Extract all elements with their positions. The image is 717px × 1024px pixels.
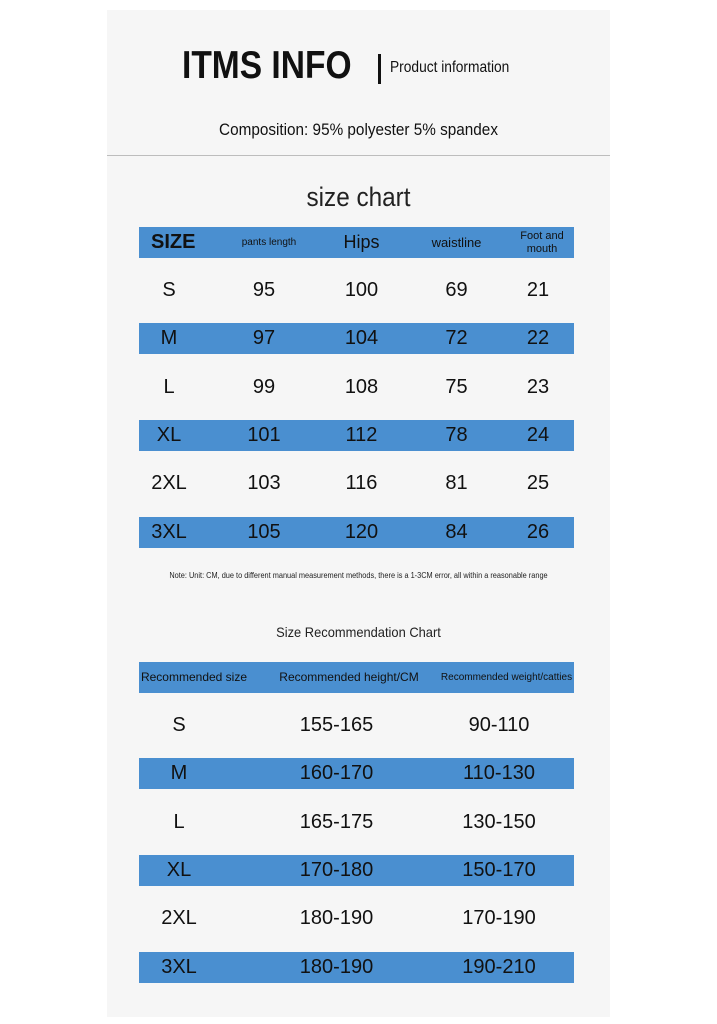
size-chart-cell: 108 (344, 375, 379, 398)
recommendation-row (139, 903, 574, 934)
size-chart-cell: 103 (247, 472, 281, 495)
size-chart-cell: 105 (247, 520, 281, 543)
recommendation-cell: 180-190 (299, 955, 374, 978)
size-chart-cell: 75 (445, 375, 468, 398)
size-chart-cell: 84 (445, 520, 468, 543)
size-chart-cell: 69 (445, 279, 468, 301)
header-waistline: waistline (431, 235, 482, 250)
recommendation-row (139, 855, 574, 886)
recommendation-cell: XL (166, 858, 192, 881)
recommendation-row (139, 710, 574, 741)
recommendation-cell: M (170, 762, 188, 785)
recommendation-title: Size Recommendation Chart (276, 624, 441, 640)
recommendation-cell: 170-190 (462, 907, 536, 930)
header-recommended-size: Recommended size (140, 670, 248, 684)
header-hips: Hips (343, 232, 380, 252)
header-pants-length: pants length (241, 237, 297, 248)
header-size: SIZE (151, 231, 196, 253)
size-chart-cell: 26 (526, 520, 550, 543)
recommendation-cell: 155-165 (299, 714, 374, 736)
size-chart-row (139, 420, 574, 451)
header (107, 10, 610, 156)
page-subtitle: Product information (390, 59, 510, 76)
size-chart-cell: 3XL (151, 520, 187, 543)
recommendation-cell: S (172, 714, 186, 736)
header-divider (107, 155, 610, 156)
size-chart-cell: S (162, 279, 176, 301)
size-chart-cell: XL (156, 423, 182, 446)
header-foot-and-mouth: Foot and mouth (520, 230, 564, 255)
size-chart-cell: 104 (344, 327, 379, 350)
size-chart-cell: 81 (445, 472, 468, 495)
recommendation-cell: L (173, 810, 185, 833)
page-title: ITMS INFO (182, 44, 352, 87)
size-chart-cell: 97 (252, 327, 276, 350)
size-chart-cell: M (160, 327, 178, 350)
size-chart-title: size chart (306, 182, 411, 212)
header-recommended-weight: Recommended weight/catties (440, 672, 573, 683)
size-chart-cell: 24 (526, 423, 550, 446)
size-chart-cell: 101 (247, 423, 281, 446)
size-chart-cell: 22 (526, 327, 550, 350)
size-chart-cell: 116 (345, 472, 378, 495)
recommendation-row (139, 952, 574, 983)
size-chart-cell: L (163, 375, 175, 398)
recommendation-cell: 160-170 (299, 762, 374, 785)
recommendation-cell: 110-130 (463, 762, 535, 785)
measurement-note: Note: Unit: CM, due to different manual measurement methods, there is a 1-3CM error, all within a reasonable range (169, 571, 548, 580)
recommendation-cell: 180-190 (299, 907, 374, 930)
recommendation-cell: 3XL (161, 955, 197, 978)
info-panel (107, 10, 610, 1017)
size-chart-cell: 23 (526, 375, 550, 398)
size-chart-cell: 95 (252, 279, 276, 301)
size-chart-row (139, 517, 574, 548)
recommendation-row (139, 807, 574, 838)
size-chart-cell: 120 (344, 520, 379, 543)
size-chart-cell: 21 (526, 279, 550, 301)
recommendation-cell: 90-110 (468, 714, 530, 736)
size-chart-cell: 25 (526, 472, 550, 495)
size-chart-header-row (139, 227, 574, 258)
size-chart-cell: 78 (445, 423, 468, 446)
size-chart-cell: 72 (445, 327, 468, 350)
composition-text: Composition: 95% polyester 5% spandex (219, 120, 498, 139)
size-chart-row (139, 275, 574, 306)
title-divider (378, 54, 381, 84)
recommendation-cell: 170-180 (299, 858, 374, 881)
recommendation-header-row (139, 662, 574, 693)
size-chart-cell: 99 (252, 375, 276, 398)
recommendation-cell: 165-175 (299, 810, 374, 833)
recommendation-cell: 190-210 (462, 955, 536, 978)
size-chart-row (139, 468, 574, 499)
size-chart-row (139, 372, 574, 403)
header-recommended-height: Recommended height/CM (279, 670, 419, 684)
recommendation-cell: 2XL (161, 907, 197, 930)
recommendation-row (139, 758, 574, 789)
recommendation-cell: 150-170 (462, 858, 536, 881)
size-chart-cell: 2XL (151, 472, 187, 495)
size-chart-row (139, 323, 574, 354)
size-chart-cell: 100 (344, 279, 379, 301)
recommendation-cell: 130-150 (462, 810, 536, 833)
size-chart-cell: 112 (345, 423, 378, 446)
